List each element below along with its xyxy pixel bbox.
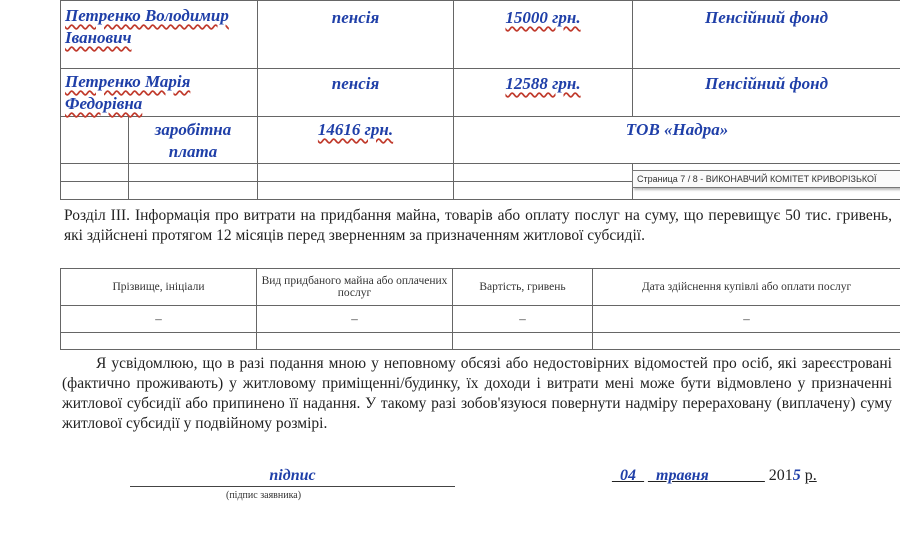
date-year-suffix: 5: [792, 467, 801, 484]
signature-caption: (підпис заявника): [226, 490, 302, 501]
column-header: Прізвище, ініціали: [61, 269, 257, 306]
column-header: Вартість, гривень: [453, 269, 593, 306]
income-source: Пенсійний фонд: [633, 1, 900, 69]
date-month: травня: [656, 467, 709, 484]
table-row: [61, 333, 900, 350]
table-cell: –: [61, 306, 257, 333]
income-amount: 14616 грн.: [317, 120, 394, 139]
date-year-prefix: 201: [768, 467, 793, 484]
table-row: [61, 117, 900, 164]
date-suffix: р.: [804, 467, 817, 484]
person-name: Петренко Володимир Іванович: [65, 6, 229, 47]
column-header: Дата здійснення купівлі або оплати послуг: [593, 269, 900, 306]
income-type: пенсія: [258, 1, 454, 69]
person-name: Петренко Марія Федорівна: [65, 72, 191, 113]
signature-field: [130, 466, 455, 487]
table-row: [61, 1, 900, 69]
income-amount: 15000 грн.: [505, 8, 581, 27]
table-row: [61, 69, 900, 117]
column-header: Вид придбаного майна або оплачених послуг: [257, 269, 453, 306]
income-source: Пенсійний фонд: [633, 69, 900, 117]
section-3-heading: Розділ ІІІ. Інформація про витрати на придбання майна, товарів або оплату послуг на суму, що перевищує 50 тис. гривень, які здійснені протягом 12 місяців перед зверненням за призначенням житлової субсидії.: [64, 207, 892, 244]
date-field: _04_ _травня_______ 2015 р.: [612, 467, 817, 484]
table-row: [61, 306, 900, 333]
date-day: 04: [620, 467, 636, 484]
income-amount: 12588 грн.: [505, 74, 581, 93]
page-tooltip: Страница 7 / 8 - ВИКОНАВЧИЙ КОМІТЕТ КРИВОРІЗЬКОЇ: [632, 170, 900, 188]
income-type: заробітна плата: [129, 117, 258, 164]
table-cell: –: [593, 306, 900, 333]
table-cell: –: [257, 306, 453, 333]
table-cell: –: [453, 306, 593, 333]
declaration-text: Я усвідомлюю, що в разі подання мною у неповному обсязі або недостовірних відомостей про осіб, які зареєстровані (фактично проживають) у житловому приміщенні/будинку, їх доходи і витрати мені може бути відмовлено у призначенні житлової субсидії або припинено її надання. У такому разі зобов'язуюся повернути надміру перераховану (виплачену) суму житлової субсидії у подвійному розмірі.: [62, 355, 892, 432]
income-source: ТОВ «Надра»: [454, 117, 900, 164]
expenses-table: [60, 268, 900, 350]
table-header-row: [61, 269, 900, 306]
signature-value: підпис: [269, 467, 316, 484]
income-type: пенсія: [258, 69, 454, 117]
